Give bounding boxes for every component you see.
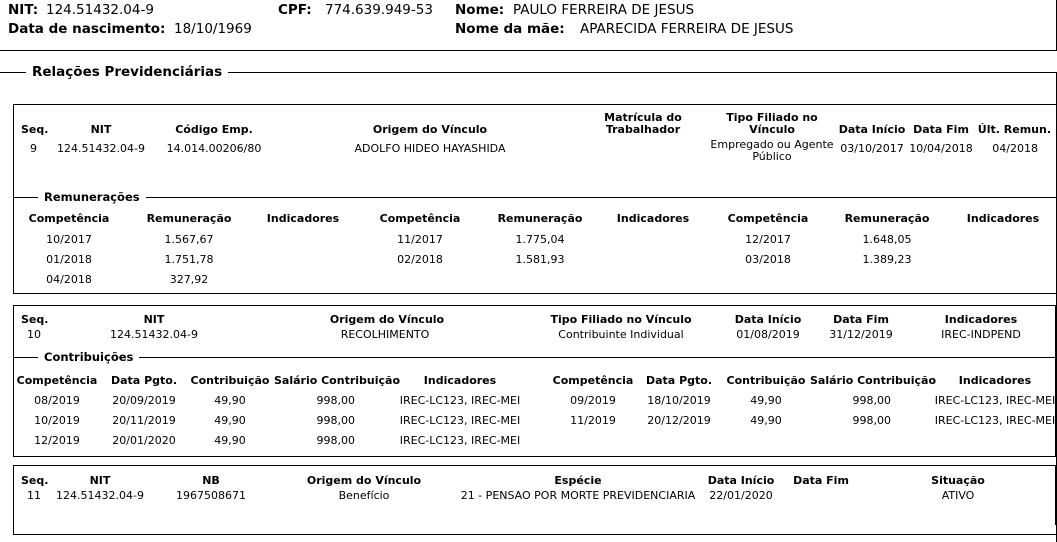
contrib-valor: 49,90 — [750, 414, 782, 427]
nome-value: PAULO FERREIRA DE JESUS — [513, 2, 695, 18]
v3-header-especie: Espécie — [554, 474, 602, 487]
nascimento-value: 18/10/1969 — [174, 21, 252, 37]
rem-valor: 1.775,04 — [515, 233, 565, 246]
rem-valor: 1.389,23 — [862, 253, 912, 266]
v1-header-data-fim: Data Fim — [913, 123, 969, 136]
contrib-salario: 998,00 — [852, 414, 891, 427]
rem-competencia: 01/2018 — [46, 253, 92, 266]
v2-seq: 10 — [27, 328, 41, 341]
contrib-header-data-pgto: Data Pgto. — [646, 374, 712, 387]
contrib-data-pgto: 18/10/2019 — [647, 394, 711, 407]
contrib-indicadores: IREC-LC123, IREC-MEI — [399, 434, 521, 447]
rem-header-indicadores: Indicadores — [966, 212, 1040, 225]
nascimento-label: Data de nascimento: — [8, 21, 166, 37]
contrib-header-salario: Salário Contribuição — [273, 374, 401, 387]
rem-competencia: 12/2017 — [745, 233, 791, 246]
v1-origem: ADOLFO HIDEO HAYASHIDA — [354, 142, 506, 155]
contrib-indicadores: IREC-LC123, IREC-MEI — [399, 394, 521, 407]
rem-header-remuneracao: Remuneração — [844, 212, 930, 225]
v1-header-ult-remun: Últ. Remun. — [977, 123, 1051, 136]
contrib-header-contribuicao: Contribuição — [190, 374, 270, 387]
mae-label: Nome da mãe: — [455, 21, 565, 37]
rem-competencia: 10/2017 — [46, 233, 92, 246]
rem-valor: 1.751,78 — [164, 253, 214, 266]
v2-header-seq: Seq. — [21, 313, 49, 326]
v3-header-seq: Seq. — [21, 474, 49, 487]
v2-indicadores: IREC-INDPEND — [941, 328, 1021, 341]
contrib-header-contribuicao: Contribuição — [726, 374, 806, 387]
contrib-header-salario: Salário Contribuição — [809, 374, 937, 387]
v1-header-tipo-1: Tipo Filiado no — [726, 111, 818, 124]
contrib-header-data-pgto: Data Pgto. — [111, 374, 177, 387]
section-title: Relações Previdenciárias — [26, 64, 228, 80]
contrib-indicadores: IREC-LC123, IREC-MEI — [399, 414, 521, 427]
rem-competencia: 02/2018 — [397, 253, 443, 266]
contrib-data-pgto: 20/12/2019 — [647, 414, 711, 427]
v1-header-codigo: Código Emp. — [175, 123, 253, 136]
v3-nb: 1967508671 — [176, 489, 246, 502]
rem-competencia: 03/2018 — [745, 253, 791, 266]
v3-situacao: ATIVO — [941, 489, 975, 502]
v2-nit: 124.51432.04-9 — [110, 328, 198, 341]
rem-header-remuneracao: Remuneração — [146, 212, 232, 225]
v2-data-fim: 31/12/2019 — [829, 328, 893, 341]
v2-header-origem: Origem do Vínculo — [329, 313, 445, 326]
contrib-salario: 998,00 — [852, 394, 891, 407]
v3-especie: 21 - PENSAO POR MORTE PREVIDENCIARIA — [460, 489, 696, 502]
v3-header-situacao: Situação — [931, 474, 985, 487]
v1-header-matricula-2: Trabalhador — [605, 123, 681, 136]
v2-tipo: Contribuinte Individual — [558, 328, 684, 341]
v3-origem: Benefício — [338, 489, 390, 502]
header-divider — [0, 50, 1057, 51]
v2-data-inicio: 01/08/2019 — [736, 328, 800, 341]
v1-nit: 124.51432.04-9 — [57, 142, 145, 155]
v3-header-origem: Origem do Vínculo — [306, 474, 422, 487]
rem-header-competencia: Competência — [727, 212, 809, 225]
rem-header-indicadores: Indicadores — [616, 212, 690, 225]
vinculo-11-right-border — [1055, 465, 1056, 525]
v1-header-origem: Origem do Vínculo — [372, 123, 488, 136]
contrib-header-indicadores: Indicadores — [958, 374, 1032, 387]
remuneracoes-title: Remunerações — [38, 190, 146, 204]
v1-header-seq: Seq. — [21, 123, 49, 136]
v1-seq: 9 — [30, 142, 37, 155]
rem-header-competencia: Competência — [28, 212, 110, 225]
cpf-label: CPF: — [278, 2, 312, 18]
v1-header-tipo-2: Vínculo — [749, 123, 795, 136]
contrib-salario: 998,00 — [316, 414, 355, 427]
contrib-competencia: 12/2019 — [34, 434, 80, 447]
contrib-header-competencia: Competência — [16, 374, 98, 387]
v1-codigo: 14.014.00206/80 — [166, 142, 262, 155]
v1-tipo-1: Empregado ou Agente — [710, 138, 834, 151]
contrib-salario: 998,00 — [316, 394, 355, 407]
rem-valor: 327,92 — [169, 273, 209, 286]
rem-header-remuneracao: Remuneração — [497, 212, 583, 225]
contribuicoes-divider — [13, 357, 1057, 358]
v3-data-inicio: 22/01/2020 — [709, 489, 773, 502]
rem-header-competencia: Competência — [379, 212, 461, 225]
nome-label: Nome: — [455, 2, 505, 18]
v2-header-data-fim: Data Fim — [833, 313, 889, 326]
contrib-data-pgto: 20/09/2019 — [112, 394, 176, 407]
rem-valor: 1.567,67 — [164, 233, 214, 246]
v1-tipo-2: Público — [752, 150, 792, 163]
contrib-header-indicadores: Indicadores — [423, 374, 497, 387]
nit-value: 124.51432.04-9 — [46, 2, 154, 18]
contrib-valor: 49,90 — [214, 394, 246, 407]
contrib-indicadores: IREC-LC123, IREC-MEI — [934, 394, 1056, 407]
rem-valor: 1.648,05 — [862, 233, 912, 246]
v2-header-data-inicio: Data Início — [734, 313, 802, 326]
vinculo-10-right-border — [1055, 305, 1056, 457]
contrib-competencia: 11/2019 — [570, 414, 616, 427]
v2-header-tipo: Tipo Filiado no Vínculo — [550, 313, 692, 326]
mae-value: APARECIDA FERREIRA DE JESUS — [580, 21, 794, 37]
contrib-salario: 998,00 — [316, 434, 355, 447]
rem-competencia: 04/2018 — [46, 273, 92, 286]
v2-header-indicadores: Indicadores — [944, 313, 1018, 326]
rem-competencia: 11/2017 — [397, 233, 443, 246]
v2-origem: RECOLHIMENTO — [340, 328, 430, 341]
v3-seq: 11 — [27, 489, 41, 502]
contrib-indicadores: IREC-LC123, IREC-MEI — [934, 414, 1056, 427]
contrib-valor: 49,90 — [214, 434, 246, 447]
contribuicoes-title: Contribuições — [38, 350, 139, 364]
v1-ult-remun: 04/2018 — [992, 142, 1038, 155]
remuneracoes-divider — [13, 197, 1057, 198]
v2-header-nit: NIT — [143, 313, 165, 326]
rem-valor: 1.581,93 — [515, 253, 565, 266]
v1-header-data-inicio: Data Início — [838, 123, 906, 136]
contrib-header-competencia: Competência — [552, 374, 634, 387]
contrib-valor: 49,90 — [214, 414, 246, 427]
contrib-data-pgto: 20/01/2020 — [112, 434, 176, 447]
v3-header-data-fim: Data Fim — [793, 474, 849, 487]
contrib-valor: 49,90 — [750, 394, 782, 407]
contrib-competencia: 10/2019 — [34, 414, 80, 427]
contrib-competencia: 09/2019 — [570, 394, 616, 407]
v3-header-data-inicio: Data Início — [707, 474, 775, 487]
cpf-value: 774.639.949-53 — [325, 2, 433, 18]
v1-data-inicio: 03/10/2017 — [840, 142, 904, 155]
v3-header-nb: NB — [202, 474, 220, 487]
v3-nit: 124.51432.04-9 — [56, 489, 144, 502]
v3-header-nit: NIT — [89, 474, 111, 487]
v1-data-fim: 10/04/2018 — [909, 142, 973, 155]
v1-header-matricula-1: Matrícula do — [604, 111, 682, 124]
nit-label: NIT: — [8, 2, 39, 18]
contrib-competencia: 08/2019 — [34, 394, 80, 407]
v1-header-nit: NIT — [90, 123, 112, 136]
contrib-data-pgto: 20/11/2019 — [112, 414, 176, 427]
rem-header-indicadores: Indicadores — [266, 212, 340, 225]
